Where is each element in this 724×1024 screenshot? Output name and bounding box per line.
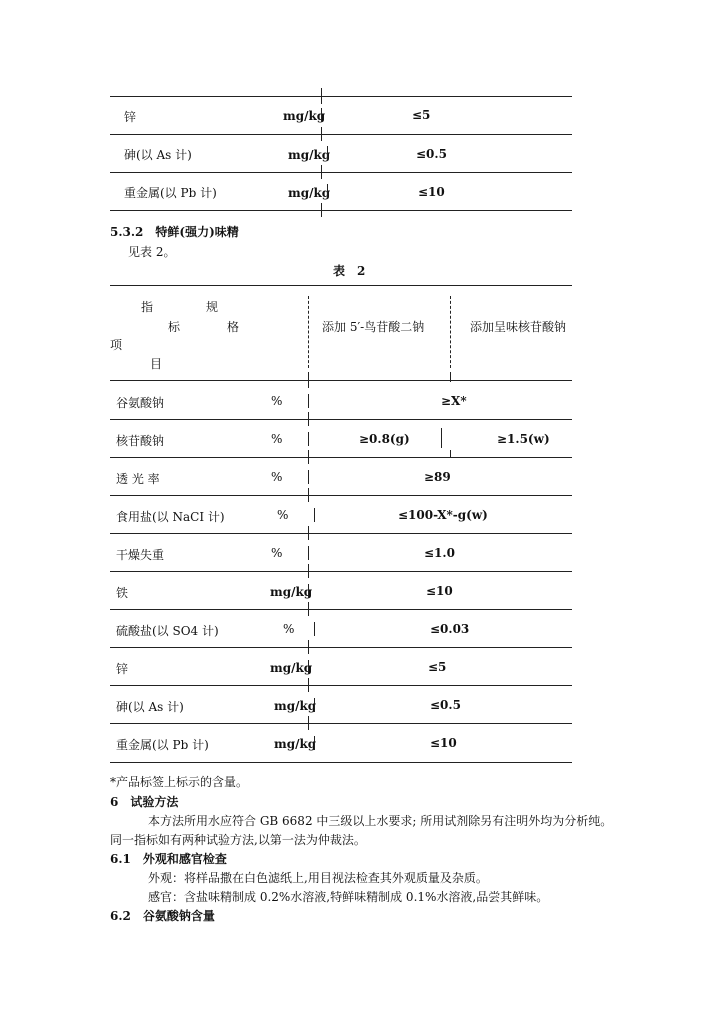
paragraph: 外观：将样品撒在白色滤纸上,用目视法检查其外观质量及杂质。	[148, 871, 488, 885]
unit-label: mg/kg	[274, 699, 317, 713]
value-cell: ≤10	[430, 736, 457, 750]
item-label: 砷(以 As 计)	[124, 148, 192, 162]
rule	[110, 96, 572, 97]
rule	[110, 380, 572, 381]
section-note: 见表 2。	[128, 245, 176, 259]
item-label: 铁	[116, 586, 129, 600]
rule	[110, 609, 572, 610]
column-divider	[308, 372, 309, 388]
value-cell: ≤10	[426, 584, 453, 598]
column-divider	[308, 412, 309, 426]
unit-label: mg/kg	[283, 109, 326, 123]
unit-label: mg/kg	[288, 148, 331, 162]
unit-label: mg/kg	[288, 186, 331, 200]
column-divider	[314, 508, 315, 522]
value-cell: ≥0.8(g)	[359, 432, 410, 446]
column-divider	[321, 203, 322, 217]
column-divider	[308, 296, 309, 368]
column-divider	[308, 660, 309, 674]
item-label: 核苷酸钠	[116, 434, 165, 448]
column-divider	[321, 127, 322, 141]
header-col1: 添加 5′-鸟苷酸二钠	[322, 320, 425, 334]
header-label: 标	[168, 320, 181, 334]
column-divider	[321, 108, 322, 122]
unit-label: %	[271, 546, 283, 560]
column-divider	[314, 698, 315, 712]
column-divider	[321, 88, 322, 104]
item-label: 谷氨酸钠	[116, 396, 165, 410]
subsection-heading: 6.2 谷氨酸钠含量	[110, 909, 215, 923]
unit-label: %	[271, 470, 283, 484]
column-divider	[308, 526, 309, 540]
table-footnote: *产品标签上标示的含量。	[110, 775, 249, 789]
paragraph: 同一指标如有两种试验方法,以第一法为仲裁法。	[110, 833, 366, 847]
unit-label: mg/kg	[274, 737, 317, 751]
header-label: 项	[110, 338, 123, 352]
item-label: 硫酸盐(以 SO4 计)	[116, 624, 219, 638]
paragraph: 感官：含盐味精制成 0.2%水溶液,特鲜味精制成 0.1%水溶液,品尝其鲜味。	[148, 890, 549, 904]
header-label: 目	[150, 357, 163, 371]
value-cell: ≤0.03	[430, 622, 470, 636]
item-label: 重金属(以 Pb 计)	[124, 186, 217, 200]
unit-label: %	[271, 394, 283, 408]
value-cell: ≥X*	[441, 394, 467, 408]
header-label: 指	[141, 300, 154, 314]
unit-label: %	[271, 432, 283, 446]
column-divider	[308, 546, 309, 560]
value-cell: ≤1.0	[424, 546, 455, 560]
unit-label: %	[283, 622, 295, 636]
column-divider	[308, 640, 309, 654]
item-label: 锌	[124, 110, 137, 124]
column-divider	[450, 372, 451, 382]
paragraph: 本方法所用水应符合 GB 6682 中三级以上水要求; 所用试剂除另有注明外均为分析纯。	[148, 814, 613, 828]
column-divider	[321, 165, 322, 179]
item-label: 食用盐(以 NaCI 计)	[116, 510, 225, 524]
rule	[110, 571, 572, 572]
column-divider	[327, 184, 328, 198]
column-divider	[314, 736, 315, 750]
item-label: 重金属(以 Pb 计)	[116, 738, 209, 752]
section-heading: 5.3.2 特鲜(强力)味精	[110, 225, 239, 239]
rule	[110, 134, 572, 135]
column-divider	[308, 450, 309, 464]
column-divider	[308, 602, 309, 616]
column-divider	[314, 622, 315, 636]
column-divider	[308, 678, 309, 692]
column-divider	[308, 584, 309, 598]
header-label: 格	[227, 320, 240, 334]
item-label: 干燥失重	[116, 548, 165, 562]
column-divider	[450, 296, 451, 368]
item-label: 锌	[116, 662, 129, 676]
table-caption: 表 2	[333, 264, 366, 278]
header-col2: 添加呈味核苷酸钠	[470, 320, 567, 334]
rule	[110, 495, 572, 496]
value-cell: ≤100-X*-g(w)	[398, 508, 488, 522]
value-cell: ≤0.5	[430, 698, 461, 712]
rule	[110, 210, 572, 211]
column-divider	[308, 488, 309, 502]
value-cell: ≤5	[412, 108, 431, 122]
column-divider	[308, 470, 309, 484]
value-cell: ≤10	[418, 185, 445, 199]
header-label: 规	[206, 300, 219, 314]
column-divider	[308, 564, 309, 578]
value-cell: ≤5	[428, 660, 447, 674]
rule	[110, 723, 572, 724]
column-divider	[327, 146, 328, 160]
subsection-heading: 6.1 外观和感官检查	[110, 852, 227, 866]
rule	[110, 457, 572, 458]
value-cell: ≥1.5(w)	[497, 432, 550, 446]
section-heading: 6 试验方法	[110, 795, 179, 809]
rule	[110, 172, 572, 173]
item-label: 透 光 率	[116, 472, 160, 486]
unit-label: mg/kg	[270, 585, 313, 599]
rule	[110, 533, 572, 534]
column-divider	[441, 428, 442, 448]
value-cell: ≤0.5	[416, 147, 447, 161]
value-cell: ≥89	[424, 470, 451, 484]
column-divider	[308, 394, 309, 408]
rule	[110, 285, 572, 286]
unit-label: %	[277, 508, 289, 522]
rule	[110, 685, 572, 686]
item-label: 砷(以 As 计)	[116, 700, 184, 714]
unit-label: mg/kg	[270, 661, 313, 675]
rule	[110, 647, 572, 648]
column-divider	[308, 432, 309, 446]
rule	[110, 762, 572, 763]
column-divider	[308, 716, 309, 730]
column-divider	[450, 450, 451, 458]
rule	[110, 419, 572, 420]
